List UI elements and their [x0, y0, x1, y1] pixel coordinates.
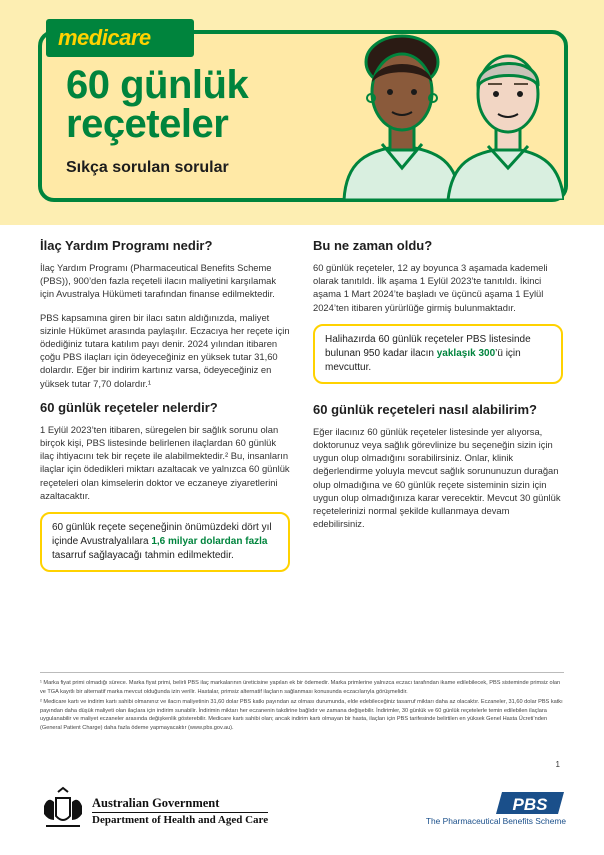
coat-of-arms-icon [40, 786, 86, 832]
page-subtitle: Sıkça sorulan sorular [66, 159, 229, 176]
when-paragraph: 60 günlük reçeteler, 12 ay boyunca 3 aşamada kademeli olarak tanıtıldı. İlk aşama 1 Eylül 2023’te tanıtıldı. İkinci aşama 1 Mart 2024’te başladı ve üçüncü aşama 1 Eylül 2024’ten itibaren yürürlüğe girmiş bulunmaktadır. [313, 262, 548, 313]
savings-callout-text: 60 günlük reçete seçeneğinin önümüzdeki dört yıl içinde Avustralyalılara [52, 522, 272, 548]
savings-callout [40, 512, 290, 572]
how-paragraph: Eğer ilacınız 60 günlük reçeteler listesinde yer alıyorsa, doktorunuz veya sağlık görevlinize bu seçeneğin sizin için uygun olup olmadığını sorabilirsiniz. Onlar, klinik değerlendirme yoluyla mevcut sağlık sorununuzun durağan olup olmadığına ve 60 günlük reçete sisteminin sizin için uygun olup olmadığınıza karar verecektir. Mevcut 30 günlük reçetelerinizi normal şekilde kullanmaya devam edebilirsiniz. [313, 425, 561, 530]
footnote-divider [40, 672, 564, 673]
section-heading-how: 60 günlük reçeteleri nasıl alabilirim? [313, 401, 537, 417]
medicare-logo: medicare [46, 19, 194, 57]
australian-government-logo [40, 786, 280, 832]
woman-figure [344, 36, 460, 200]
availability-callout-highlight: yaklaşık 300 [436, 347, 496, 359]
gov-name: Australian Government [92, 796, 220, 810]
pbs-logo-text: PBS [512, 795, 548, 814]
savings-callout-highlight: 1,6 milyar dolardan fazla [151, 536, 268, 548]
page-number: 1 [555, 760, 560, 769]
department-name: Department of Health and Aged Care [92, 814, 269, 826]
footnote-2: ² Medicare kartı ve indirim kartı sahibi olmanınız ve ilacın maliyetinin 31,60 dolar PBS katkı payından az olması durumunda, elde edebileceğiniz tasarruf miktarı daha az olacaktır. Eczaneler, 31,60 dolar PBS katkı payından daha düşük maliyeti olan ilaçlara için indirim sunabilir. İndirimin miktarı her eczanenin takdirine bağlıdır ve zamana değişebilir. İndirimler, 30 günlük ve 60 günlük reçetelerle temin edilebilen ilaçlara uygulanabilir ve maliyet eczaneler arasında değişkenlik gösterebilir. Medicare kartı sahibi olan; ancak indirim kartı olmayan bir hasta, ilaçları için PBS tarifesinde belirtilen en yüksek Genel Hasta Ücreti’nden (General Patient Charge) daha fazla ödeme yapmayacaktır (www.pbs.gov.au). [40, 699, 563, 731]
page-title [66, 63, 249, 146]
60-day-paragraph: 1 Eylül 2023’ten itibaren, süregelen bir sağlık sorunu olan birçok kişi, PBS listesinde belirlenen ilaçlardan 60 günlük ilaç ihtiyacını tek bir reçete ile alabilmektedir.² Bu, insanların ilaçlar için ödedikleri miktarı azaltacak ve yalnızca 60 günlük reçeteleri olan kimselerin doktor ve eczaneye ziyaretlerini azaltacaktır. [40, 423, 290, 501]
pbs-caption: The Pharmaceutical Benefits Scheme [425, 816, 566, 826]
footnote-1: ¹ Marka fiyat primi olmadığı sürece. Marka fiyat primi, belirli PBS ilaç markalarının üreticisine yapılan ek bir ödemedir. Marka primlerine yalnızca eczacı tarafından ikame edilebilecek, PBS sisteminde primsiz olan ve TGA kayıtlı bir alternatif marka mevcut olduğunda izin verilir. Hastalar, primsiz alternatif ilaçların sağlanması konusunda eczacılarıyla görüşmelidir. [40, 680, 561, 695]
people-illustration [336, 32, 564, 200]
availability-callout-text: Halihazırda 60 günlük reçeteler PBS listesinde bulunan 950 kadar ilacın [325, 333, 531, 359]
availability-callout-text-end: ’ü için mevcuttur. [325, 347, 521, 373]
section-heading-60-day: 60 günlük reçeteler nelerdir? [40, 399, 218, 415]
title-line-2: reçeteler [66, 102, 229, 146]
pbs-paragraph-2: PBS kapsamına giren bir ilacı satın aldığınızda, maliyet sizinle Hükümet arasında paylaşılır. Eczacıya her reçete için ödediğiniz tutara katılım payı denir. 2024 yılından itibaren çoğu PBS ilaçları için ödeyeceğiniz en yüksek tutar 31,60 dolardır. Eğer bir indirim kartınız varsa, ödeyeceğiniz en yüksek tutar 7,70 dolardır.¹ [40, 311, 290, 389]
pbs-paragraph-1: İlaç Yardım Programı (Pharmaceutical Benefits Scheme (PBS)), 900’den fazla reçeteli ilacın maliyetini karşılamak için Avustralya Hükümeti tarafından finanse edilmektedir. [40, 262, 277, 300]
footnotes [40, 679, 564, 735]
availability-callout [313, 324, 563, 384]
left-column [40, 238, 290, 590]
gov-divider [92, 812, 268, 813]
right-column [313, 238, 563, 540]
section-heading-when: Bu ne zaman oldu? [313, 238, 433, 253]
title-line-1: 60 günlük [66, 63, 249, 107]
savings-callout-text-end: tasarruf sağlayacağı tahmin edilmektedir. [52, 550, 234, 562]
man-figure [448, 56, 564, 200]
section-heading-pbs: İlaç Yardım Programı nedir? [40, 238, 213, 253]
